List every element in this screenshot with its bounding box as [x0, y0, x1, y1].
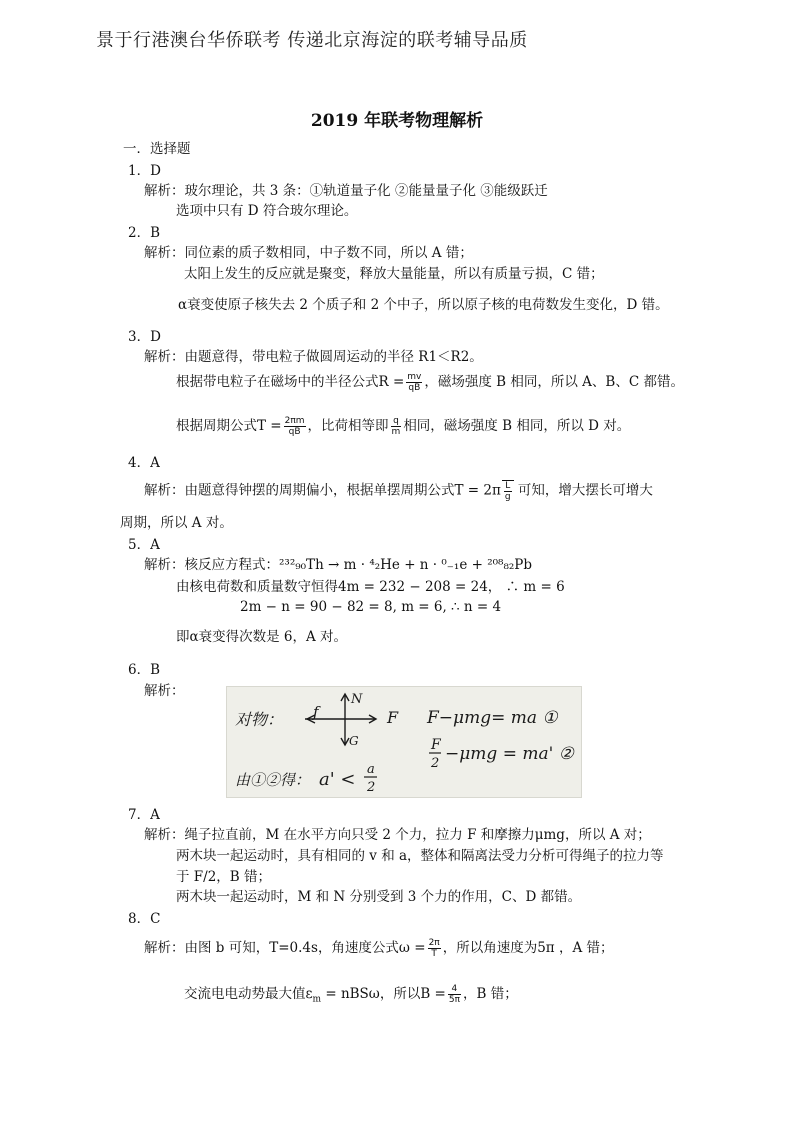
q3-l3-text-a: 根据周期公式T = — [176, 418, 282, 434]
hw-result: a' < — [319, 769, 356, 790]
q3-charge-mass-fraction — [391, 416, 402, 437]
q3-l3-text-c: 相同，磁场强度 B 相同，所以 D 对。 — [403, 418, 631, 434]
q8-line-2 — [184, 984, 518, 1009]
hw-result-denominator: 2 — [367, 780, 376, 795]
q8-l2-text-a: 交流电电动势最大值ε — [184, 986, 313, 1002]
q8-l2-subscript: m — [312, 994, 322, 1005]
q5-line-1: 解析：核反应方程式：²³²₉₀Th → m · ⁴₂He + n · ⁰₋₁e + ²⁰⁸₈₂Pb — [144, 557, 532, 573]
q3-l2-text-a: 根据带电粒子在磁场中的半径公式R = — [176, 374, 405, 390]
q8-l2-text-c: ，B 错； — [463, 986, 518, 1002]
q4-answer: 4．A — [128, 455, 160, 471]
q7-line-4: 两木块一起运动时，M 和 N 分别受到 3 个力的作用，C、D 都错。 — [176, 889, 582, 905]
q8-b-fraction — [448, 984, 461, 1005]
q2-answer: 2．B — [128, 225, 161, 241]
q8-l1-text-a: 解析：由图 b 可知，T=0.4s，角速度公式ω = — [144, 940, 426, 956]
fraction-denominator: qB — [408, 383, 421, 393]
q3-l2-text-b: ，磁场强度 B 相同，所以 A、B、C 都错。 — [424, 374, 684, 390]
q8-l1-text-b: ，所以角速度为5π ，A 错； — [442, 940, 614, 956]
fraction-denominator: m — [391, 427, 401, 437]
handwritten-solution-drawing — [227, 687, 581, 797]
q7-line-1: 解析：绳子拉直前，M 在水平方向只受 2 个力，拉力 F 和摩擦力μmg，所以 A 对； — [144, 827, 651, 843]
fraction-denominator: g — [504, 492, 511, 502]
page-header: 景于行港澳台华侨联考 传递北京海淀的联考辅导品质 — [96, 30, 528, 51]
hw-result-numerator: a — [367, 762, 375, 777]
q1-line-1: 解析：玻尔理论，共 3 条：①轨道量子化 ②能量量子化 ③能级跃迁 — [144, 183, 548, 199]
hw-force-label: F — [387, 708, 399, 727]
q4-sqrt-fraction — [504, 481, 512, 502]
fraction-numerator: 2πm — [284, 416, 305, 426]
q3-line-3 — [176, 416, 630, 437]
hw-eq2-numerator: F — [431, 737, 441, 753]
q2-line-2: 太阳上发生的反应就是聚变，释放大量能量，所以有质量亏损，C 错； — [184, 266, 604, 282]
handwritten-solution-image — [226, 686, 582, 798]
hw-equation-2: −μmg = ma' ② — [445, 744, 574, 764]
q7-line-3: 于 F/2，B 错； — [176, 869, 272, 885]
document-title: 2019 年联考物理解析 — [310, 111, 484, 131]
q2-line-3: α衰变使原子核失去 2 个质子和 2 个中子，所以原子核的电荷数发生变化，D 错。 — [178, 297, 669, 313]
q3-l3-text-b: ，比荷相等即 — [307, 418, 389, 434]
q5-answer: 5．A — [128, 537, 160, 553]
q6-answer: 6．B — [128, 662, 161, 678]
q4-line-2: 周期，所以 A 对。 — [120, 515, 233, 531]
q3-period-fraction — [284, 416, 306, 437]
hw-conclusion-label: 由①②得： — [235, 771, 311, 789]
fraction-numerator: 4 — [448, 984, 461, 995]
fraction-numerator: q — [391, 416, 402, 427]
fraction-denominator: qB — [288, 427, 301, 437]
q7-answer: 7．A — [128, 807, 160, 823]
q4-sqrt — [502, 480, 514, 502]
q3-line-1: 解析：由题意得，带电粒子做圆周运动的半径 R1＜R2。 — [144, 349, 483, 365]
q8-answer: 8．C — [128, 911, 161, 927]
hw-friction-label: f — [313, 703, 319, 721]
fraction-numerator: mv — [407, 372, 422, 382]
q3-line-2 — [176, 372, 684, 393]
q3-answer: 3．D — [128, 329, 161, 345]
q3-radius-fraction — [406, 372, 422, 393]
fraction-numerator: L — [505, 481, 511, 491]
fraction-numerator: 2π — [428, 938, 440, 948]
q5-line-3: 2m − n = 90 − 82 = 8, m = 6, ∴ n = 4 — [240, 599, 502, 615]
q1-answer: 1．D — [128, 163, 161, 179]
hw-eq2-denominator: 2 — [431, 756, 440, 771]
hw-normal-label: N — [351, 692, 363, 707]
hw-object-label: 对物： — [235, 710, 284, 729]
hw-gravity-label: G — [349, 734, 359, 748]
q2-line-1: 解析：同位素的质子数相同，中子数不同，所以 A 错； — [144, 245, 473, 261]
fraction-denominator: T — [431, 949, 437, 959]
q6-line-1: 解析： — [144, 683, 185, 699]
q7-line-2: 两木块一起运动时，具有相同的 v 和 a，整体和隔离法受力分析可得绳子的拉力等 — [176, 848, 664, 864]
hw-equation-1: F−μmg= ma ① — [427, 708, 558, 728]
q8-omega-fraction — [428, 938, 441, 959]
q5-line-2: 由核电荷数和质量数守恒得4m = 232 − 208 = 24， ∴ m = 6 — [176, 579, 565, 595]
q1-line-2: 选项中只有 D 符合玻尔理论。 — [176, 203, 358, 219]
q4-l1-text-b: 可知，增大摆长可增大 — [517, 482, 653, 499]
q4-line-1 — [144, 480, 653, 502]
fraction-denominator: 5π — [448, 995, 460, 1005]
q5-line-4: 即α衰变得次数是 6，A 对。 — [176, 629, 348, 645]
q8-l2-text-b: = nBSω，所以B = — [321, 986, 446, 1002]
section-heading: 一．选择题 — [123, 141, 191, 157]
q4-l1-text-a: 解析：由题意得钟摆的周期偏小，根据单摆周期公式T = 2π — [144, 482, 501, 499]
q8-line-1 — [144, 938, 614, 959]
